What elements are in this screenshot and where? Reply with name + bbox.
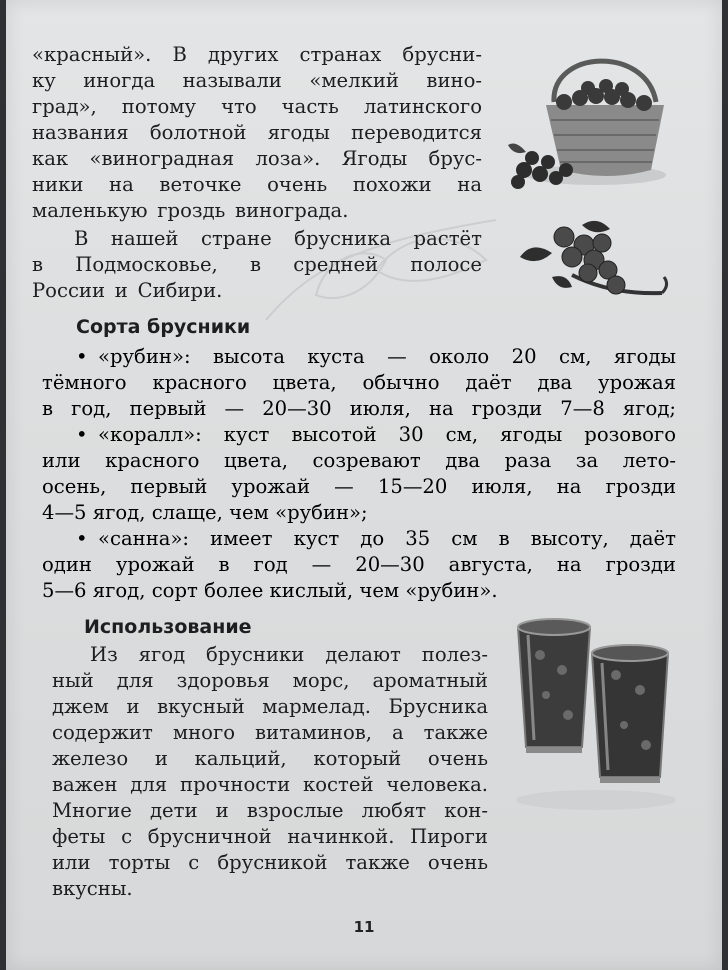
berry-basket-icon [506, 40, 676, 195]
text-line: железо и кальций, который очень [52, 747, 488, 770]
text-line: ники на веточке очень похожи на [32, 173, 482, 196]
text-line: тёмного красного цвета, обычно даёт два урожая [42, 371, 676, 394]
section-heading: Использование [84, 616, 252, 638]
berry-branch-icon [512, 215, 672, 315]
text-line: • «коралл»: куст высотой 30 см, ягоды розового [76, 423, 676, 446]
text-line: важен для прочности костей человека. [52, 773, 488, 796]
list-item [42, 422, 676, 526]
list-item [42, 526, 676, 604]
bullet-icon: • [76, 423, 88, 446]
text-line: ный для здоровья морс, ароматный [52, 669, 488, 692]
text-line: вкусны. [52, 877, 133, 900]
text-line: 4—5 ягод, слаще, чем «рубин»; [42, 501, 368, 524]
text-line: • «санна»: имеет куст до 35 см в высоту, даёт [76, 527, 676, 550]
bullet-icon: • [76, 345, 88, 368]
text-line: маленькую гроздь винограда. [32, 199, 349, 222]
text-line: феты с брусничной начинкой. Пироги [52, 825, 488, 848]
text-line: один урожай в год — 20—30 августа, на грозди [42, 553, 676, 576]
text-line: 5—6 ягод, сорт более кислый, чем «рубин». [42, 579, 498, 602]
page-number: 11 [353, 918, 375, 936]
book-page [6, 0, 722, 970]
juice-glasses-icon [506, 615, 678, 815]
usage-paragraph [52, 642, 488, 902]
varieties-list [42, 344, 676, 604]
text-line: или красного цвета, созревают два раза за лето- [42, 449, 676, 472]
intro-paragraph [32, 42, 482, 224]
text-line: осень, первый урожай — 15—20 июля, на грозди [42, 475, 676, 498]
text-line: джем и вкусный мармелад. Брусника [52, 695, 488, 718]
text-line: град», потому что часть латинского [32, 95, 482, 118]
text-line: названия болотной ягоды переводится [32, 121, 482, 144]
list-item [42, 344, 676, 422]
text-line: Многие дети и взрослые любят кон- [52, 799, 488, 822]
text-line: содержит много витаминов, а также [52, 721, 488, 744]
bullet-icon: • [76, 527, 88, 550]
text-line: в Подмосковье, в средней полосе [32, 253, 482, 276]
text-line: ку иногда называли «мелкий вино- [32, 69, 482, 92]
section-heading: Сорта брусники [76, 316, 251, 338]
text-line: как «виноградная лоза». Ягоды брус- [32, 147, 482, 170]
text-line: в год, первый — 20—30 июля, на грозди 7—8 ягод; [42, 397, 676, 420]
text-line: или торты с брусникой также очень [52, 851, 488, 874]
text-line: В нашей стране брусника растёт [74, 227, 482, 250]
text-line: Из ягод брусники делают полез- [90, 643, 488, 666]
region-paragraph [32, 226, 482, 304]
text-line: • «рубин»: высота куста — около 20 см, ягоды [76, 345, 676, 368]
text-line: «красный». В других странах брусни- [32, 43, 482, 66]
text-line: России и Сибири. [32, 279, 223, 302]
